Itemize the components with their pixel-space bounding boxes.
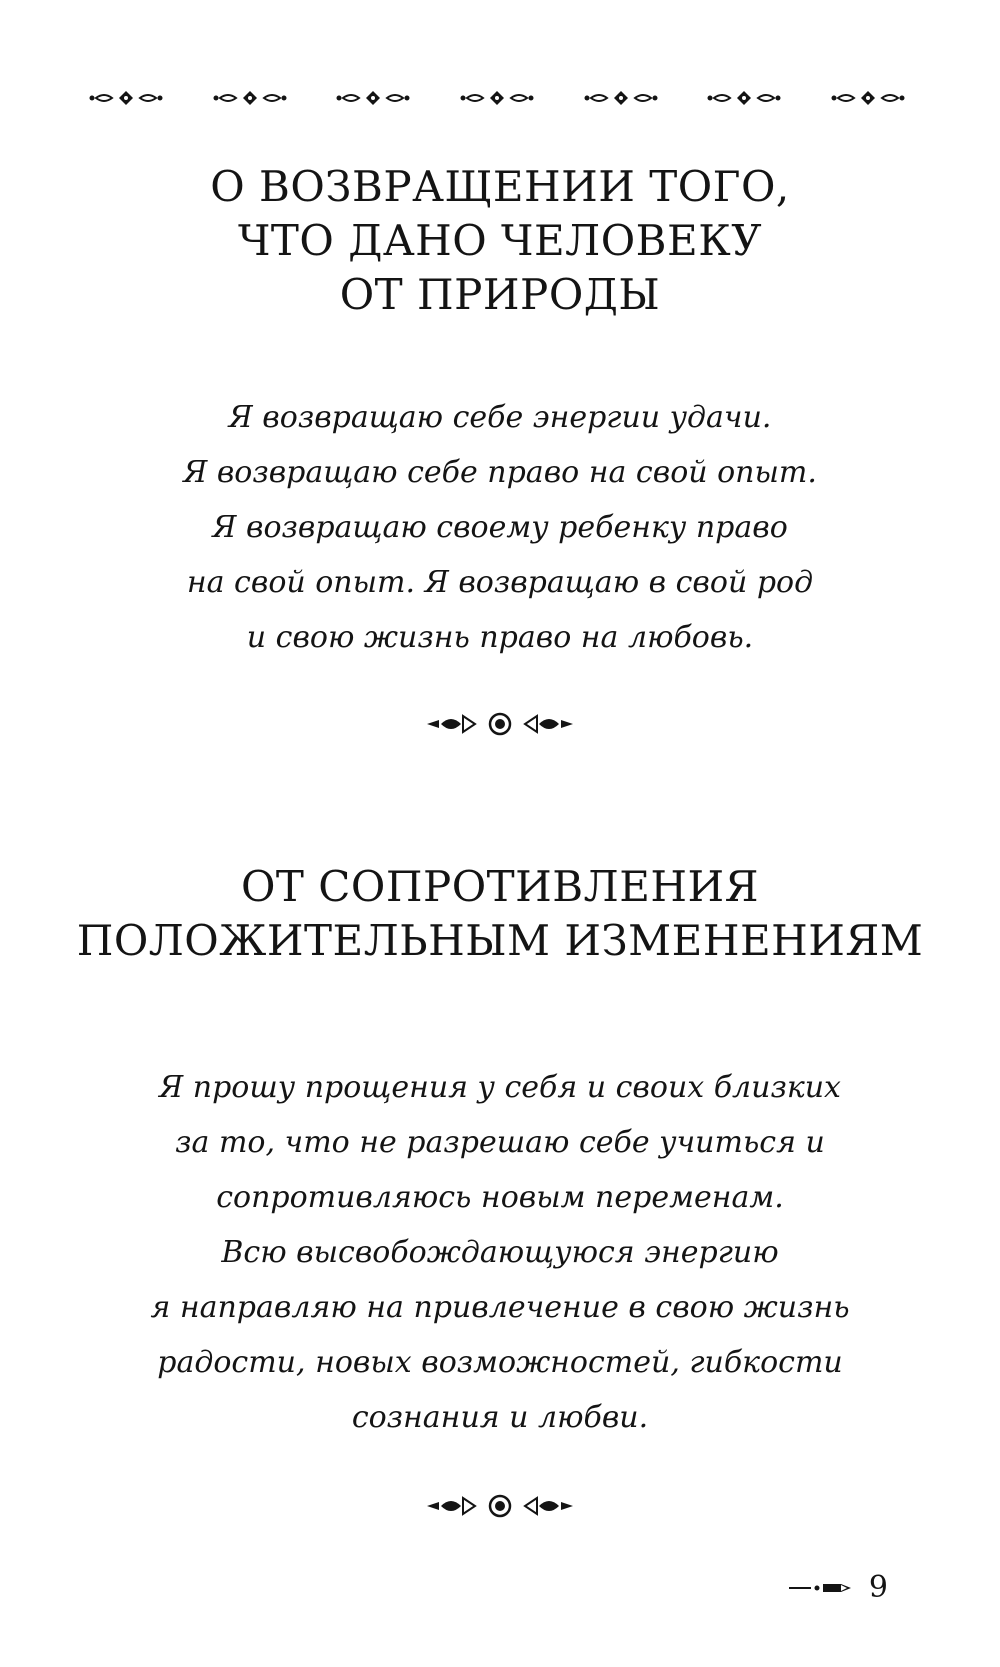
prayer-line: я направляю на привлечение в свою жизнь: [150, 1290, 850, 1325]
prayer-line: и свою жизнь право на любовь.: [246, 620, 754, 655]
prayer-line: на свой опыт. Я возвращаю в свой род: [186, 565, 814, 600]
page-number-block: [789, 1570, 888, 1606]
prayer-text: [60, 390, 940, 665]
prayer-line: Я прошу прощения у себя и своих близких: [159, 1070, 841, 1105]
pen-nib-icon: [789, 1580, 859, 1596]
scroll-ornament-icon: [335, 90, 411, 106]
scroll-ornament-icon: [830, 90, 906, 106]
scroll-ornament-icon: [459, 90, 535, 106]
scroll-ornament-icon: [706, 90, 782, 106]
scroll-ornament-icon: [88, 90, 164, 106]
prayer-line: Я возвращаю себе право на свой опыт.: [183, 455, 817, 490]
heading-line: ЧТО ДАНО ЧЕЛОВЕКУ: [237, 216, 763, 265]
prayer-line: за то, что не разрешаю себе учиться и: [175, 1125, 825, 1160]
prayer-line: сознания и любви.: [351, 1400, 649, 1435]
top-ornament-row: [88, 86, 906, 110]
scroll-ornament-icon: [583, 90, 659, 106]
heading-line: ПОЛОЖИТЕЛЬНЫМ ИЗМЕНЕНИЯМ: [76, 916, 924, 965]
heading-line: О ВОЗВРАЩЕНИИ ТОГО,: [210, 162, 790, 211]
prayer-line: сопротивляюсь новым переменам.: [216, 1180, 784, 1215]
heading-line: ОТ ПРИРОДЫ: [339, 270, 661, 319]
section-heading: [60, 860, 940, 968]
prayer-line: Всю высвобождающуюся энергию: [221, 1235, 779, 1270]
heading-line: ОТ СОПРОТИВЛЕНИЯ: [240, 862, 760, 911]
prayer-line: Я возвращаю своему ребенку право: [212, 510, 788, 545]
floral-divider-icon: [425, 1492, 575, 1520]
prayer-text: [60, 1060, 940, 1445]
prayer-line: Я возвращаю себе энергии удачи.: [228, 400, 772, 435]
floral-divider-icon: [425, 710, 575, 738]
page-number: 9: [868, 1570, 888, 1605]
section-heading: [60, 160, 940, 322]
scroll-ornament-icon: [212, 90, 288, 106]
prayer-line: радости, новых возможностей, гибкости: [157, 1345, 843, 1380]
